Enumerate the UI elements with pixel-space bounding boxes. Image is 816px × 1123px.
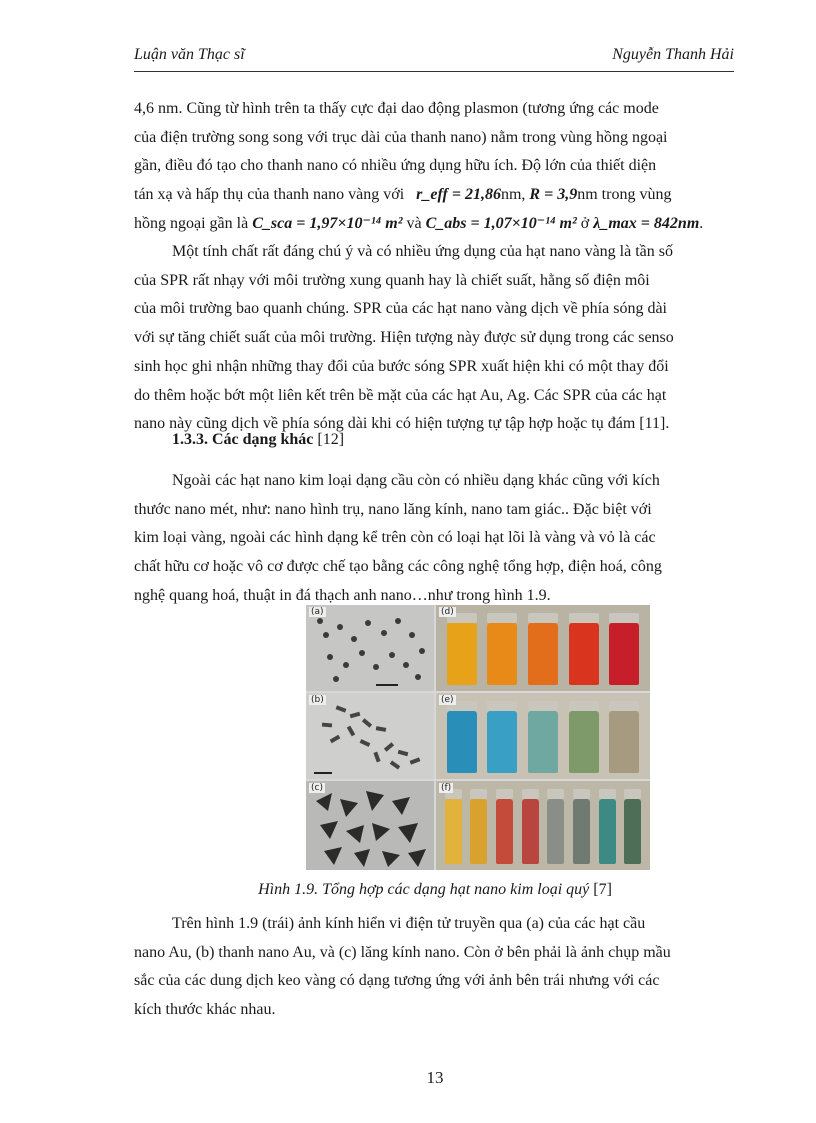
equation-r: R = 3,9 — [529, 186, 578, 204]
equation-r-eff: r_eff = 21,86 — [416, 186, 501, 204]
figure-caption — [134, 881, 736, 899]
vial-cap — [487, 613, 517, 623]
figure-1-9 — [306, 605, 650, 870]
text-fragment: nm trong vùng — [577, 186, 672, 204]
equation-c-sca: C_sca = 1,97×10⁻¹⁴ m² — [252, 214, 403, 232]
text-line: 4,6 nm. Cũng từ hình trên ta thấy cực đại dao động plasmon (tương ứng các mode — [134, 100, 659, 117]
vial — [528, 711, 558, 773]
vial-cap — [528, 701, 558, 711]
vial-cap — [496, 789, 513, 799]
panel-label-f: (f) — [441, 783, 452, 793]
text-line: của điện trường song song với trục dài của thanh nano) nằm trong vùng hồng ngoại — [134, 128, 668, 146]
vial — [447, 623, 477, 685]
panel-label-c: (c) — [311, 783, 323, 793]
tem-panel-a — [306, 605, 434, 691]
vial — [470, 799, 487, 864]
vial — [624, 799, 641, 864]
panel-label-d: (d) — [441, 607, 454, 617]
vial-cap — [624, 789, 641, 799]
text-line: nghệ quang hoá, thuật in đá thạch anh nano…như trong hình 1.9. — [134, 586, 551, 604]
text-line: gần, điều đó tạo cho thanh nano có nhiều ứng dụng hữu ích. Độ lớn của thiết diện — [134, 157, 657, 175]
text-line: của SPR rất nhạy với môi trường xung quanh hay là chiết suất, hằng số điện môi — [134, 271, 650, 289]
vial-cap — [522, 789, 539, 799]
paragraph-3 — [134, 467, 736, 611]
heading-citation: [12] — [317, 431, 345, 448]
vial — [522, 799, 539, 864]
vial — [573, 799, 590, 864]
text-line: chất hữu cơ hoặc vô cơ được chế tạo bằng các công nghệ tổng hợp, điện hoá, công — [134, 558, 662, 576]
text-line — [134, 210, 736, 239]
vial-cap — [547, 789, 564, 799]
text-line: thước nano mét, như: nano hình trụ, nano lăng kính, nano tam giác.. Đặc biệt với — [134, 500, 652, 518]
text-line: kim loại vàng, ngoài các hình dạng kể trên còn có loại hạt lõi là vàng và vỏ là các — [134, 529, 656, 547]
text-line: sinh học ghi nhận những thay đổi của bước sóng SPR xuất hiện khi có một thay đổi — [134, 357, 669, 375]
spheres-micrograph — [306, 605, 434, 691]
text-line: Ngoài các hạt nano kim loại dạng cầu còn có nhiều dạng khác cũng với kích — [172, 472, 660, 489]
vial-cap — [528, 613, 558, 623]
text-line: với sự tăng chiết suất của môi trường. Hiện tượng này được sử dụng trong các senso — [134, 329, 674, 347]
vial-cap — [573, 789, 590, 799]
tem-panel-c — [306, 781, 434, 870]
tem-panel-b — [306, 693, 434, 779]
vial — [528, 623, 558, 685]
prisms-micrograph — [306, 781, 434, 870]
paragraph-4 — [134, 910, 736, 1025]
text-line: của môi trường bao quanh chúng. SPR của các hạt nano vàng dịch về phía sóng dài — [134, 300, 667, 318]
vial — [445, 799, 462, 864]
panel-label-b: (b) — [311, 695, 324, 705]
vials-panel-f — [436, 781, 650, 870]
vial — [487, 623, 517, 685]
vial — [569, 711, 599, 773]
vial — [487, 711, 517, 773]
panel-label-a: (a) — [311, 607, 324, 617]
header-rule — [134, 71, 734, 72]
text-fragment: . — [699, 214, 704, 232]
paragraph-2 — [134, 238, 736, 439]
vial — [496, 799, 513, 864]
vials-panel-d — [436, 605, 650, 691]
vial-cap — [599, 789, 616, 799]
page-number: 13 — [426, 1068, 444, 1087]
text-fragment: nm, — [500, 186, 526, 204]
text-line: kích thước khác nhau. — [134, 1001, 276, 1019]
text-fragment: tán xạ và hấp thụ của thanh nano vàng với — [134, 186, 405, 204]
text-fragment: và — [406, 214, 422, 232]
paragraph-1 — [134, 95, 736, 239]
text-line: nano này cũng dịch về phía sóng dài khi có hiện tượng tự tập hợp hoặc tụ đám [11]. — [134, 415, 670, 433]
panel-label-e: (e) — [441, 695, 454, 705]
header-author: Nguyễn Thanh Hải — [612, 46, 734, 63]
text-line: do thêm hoặc bớt một liên kết trên bề mặt của các hạt Au, Ag. Các SPR của các hạt — [134, 386, 667, 404]
text-fragment: ở — [580, 214, 590, 232]
section-heading — [172, 431, 344, 449]
vial — [609, 623, 639, 685]
page-header — [134, 46, 734, 70]
text-line: Trên hình 1.9 (trái) ảnh kính hiển vi điện tử truyền qua (a) của các hạt cầu — [172, 915, 646, 932]
vial — [447, 711, 477, 773]
vial-cap — [569, 701, 599, 711]
vial-cap — [569, 613, 599, 623]
text-line — [134, 181, 736, 210]
vial-cap — [470, 789, 487, 799]
text-line: sắc của các dung dịch keo vàng có dạng tương ứng với ảnh bên trái nhưng với các — [134, 972, 660, 990]
caption-citation: [7] — [593, 881, 612, 898]
equation-c-abs: C_abs = 1,07×10⁻¹⁴ m² — [425, 214, 577, 232]
vial — [547, 799, 564, 864]
vial-cap — [609, 613, 639, 623]
vial-cap — [609, 701, 639, 711]
equation-lambda-max: λ_max = 842nm — [593, 214, 700, 232]
text-line: nano Au, (b) thanh nano Au, và (c) lăng kính nano. Còn ở bên phải là ảnh chụp mầu — [134, 943, 671, 961]
header-thesis-title: Luận văn Thạc sĩ — [134, 46, 245, 63]
text-fragment: hồng ngoại gần là — [134, 214, 249, 232]
vial — [569, 623, 599, 685]
vial-cap — [487, 701, 517, 711]
heading-title: 1.3.3. Các dạng khác — [172, 431, 314, 448]
text-line: Một tính chất rất đáng chú ý và có nhiều ứng dụng của hạt nano vàng là tần số — [172, 243, 673, 260]
vial — [609, 711, 639, 773]
vial — [599, 799, 616, 864]
rods-micrograph — [306, 693, 434, 779]
vials-panel-e — [436, 693, 650, 779]
caption-text: Hình 1.9. Tổng hợp các dạng hạt nano kim loại quý — [258, 881, 590, 898]
